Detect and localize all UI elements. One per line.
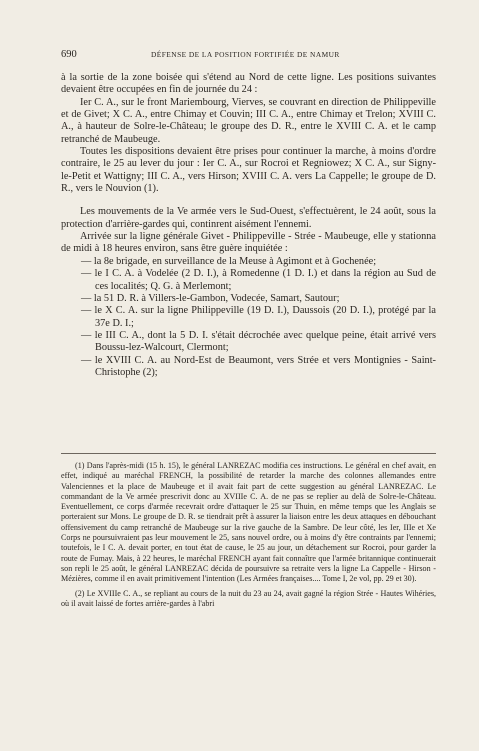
list-item: — la 8e brigade, en surveillance de la Meuse à Agimont et à Gochenée; (81, 255, 377, 267)
list-item: — le III C. A., dont la 5 D. I. s'était décrochée avec quelque peine, était arrivé vers Boussu-lez-Walcourt, Clermont; (81, 329, 436, 354)
list-item: — le I C. A. à Vodelée (2 D. I.), à Romedenne (1 D. I.) et dans la région au Sud de ces localités; Q. G. à Merlemont; (81, 268, 436, 292)
paragraph: à la sortie de la zone boisée qui s'étend au Nord de cette ligne. Les positions suivantes devaient être occupées en fin de journée du 24 : (61, 72, 436, 96)
footnote: (1) Dans l'après-midi (15 h. 15), le général LANREZAC modifia ces instructions. Le général en chef avait, en effet, indiqué au maréchal FRENCH, la possibilité de retarder la marche des colonnes allemandes entre Valenciennes et la place de Maubeuge et il avait fait part de cette suggestion au général LANREZAC. Le commandant de la Ve armée prescrivit donc au XVIIIe C. A. de ne pas se replier au delà de Solre-le-Château. Eventuellement, ce corps d'armée recevrait ordre d'attaquer le 25 sur Thuin, en même temps que les Anglais se porteraient sur Mons. Le groupe de D. R. se tiendrait prêt à assurer la liaison entre les deux attaques en débouchant offensivement du camp retranché de Maubeuge sur la rive gauche de la Sambre. De leur côté, les Ier, IIIe et Xe Corps ne poursuivraient pas leur mouvement le 25, sans nouvel ordre, ou à moins d'y être contraints par l'ennemi; toutefois, le I C. A. devait porter, en tout état de cause, le 25 au jour, un détachement sur Rocroi, pour garder la route de Fumay. Mais, à 22 heures, le maréchal FRENCH ayant fait connaître que l'armée britannique continuerait son repli le 25 août, le général LANREZAC décida de poursuivre sa retraite vers la ligne La Cappelle - Hirson - Mézières, comme il en avait primitivement l'intention (Les Armées françaises.... Tome I, 2e vol, pp. 29 et 30). (61, 461, 436, 584)
paragraph: Toutes les dispositions devaient être prises pour continuer la marche, à moins d'ordre contraire, le 25 au lever du jour : Ier C. A., sur Rocroi et Regniowez; X C. A., sur Signy-le-Petit et Wattigny; III C. A., vers Hirson; XVIII C. A. vers La Cappelle; le groupe de D. R., vers le Nouvion (1). (61, 146, 436, 195)
running-title: DÉFENSE DE LA POSITION FORTIFIÉE DE NAMUR (151, 50, 340, 59)
footnote: (2) Le XVIIIe C. A., se repliant au cours de la nuit du 23 au 24, avait gagné la région Strée - Hautes Wihéries, où il avait laissé de fortes arrière-gardes à l'abri (61, 588, 436, 608)
footnote-separator (61, 453, 436, 454)
paragraph: Ier C. A., sur le front Mariembourg, Vierves, se couvrant en direction de Philippeville et de Givet; X C. A., entre Chimay et Couvin; III C. A., entre Chimay et Trelon; XVIII C. A., à hauteur de Solre-le-Château; le groupe des D. R., entre le XVIII C. A. et le camp retranché de Maubeuge. (61, 96, 436, 145)
list-item: — la 51 D. R. à Villers-le-Gambon, Vodecée, Samart, Sautour; (81, 292, 340, 304)
page-number: 690 (61, 49, 77, 60)
paragraph: Arrivée sur la ligne générale Givet - Philippeville - Strée - Maubeuge, elle y stationna de midi à 18 heures environ, sans être guère inquiétée : (61, 231, 436, 255)
paragraph: Les mouvements de la Ve armée vers le Sud-Ouest, s'effectuèrent, le 24 août, sous la protection d'arrière-gardes qui, continrent aisément l'ennemi. (61, 206, 436, 230)
body-text (61, 72, 436, 379)
list-item: — le X C. A. sur la ligne Philippeville (19 D. I.), Daussois (20 D. I.), protégé par la 37e D. I.; (81, 305, 436, 329)
page-header (61, 49, 434, 61)
unit-list (61, 256, 436, 379)
footnotes (61, 461, 436, 609)
list-item: — le XVIII C. A. au Nord-Est de Beaumont, vers Strée et vers Montignies - Saint-Christophe (2); (81, 354, 436, 378)
